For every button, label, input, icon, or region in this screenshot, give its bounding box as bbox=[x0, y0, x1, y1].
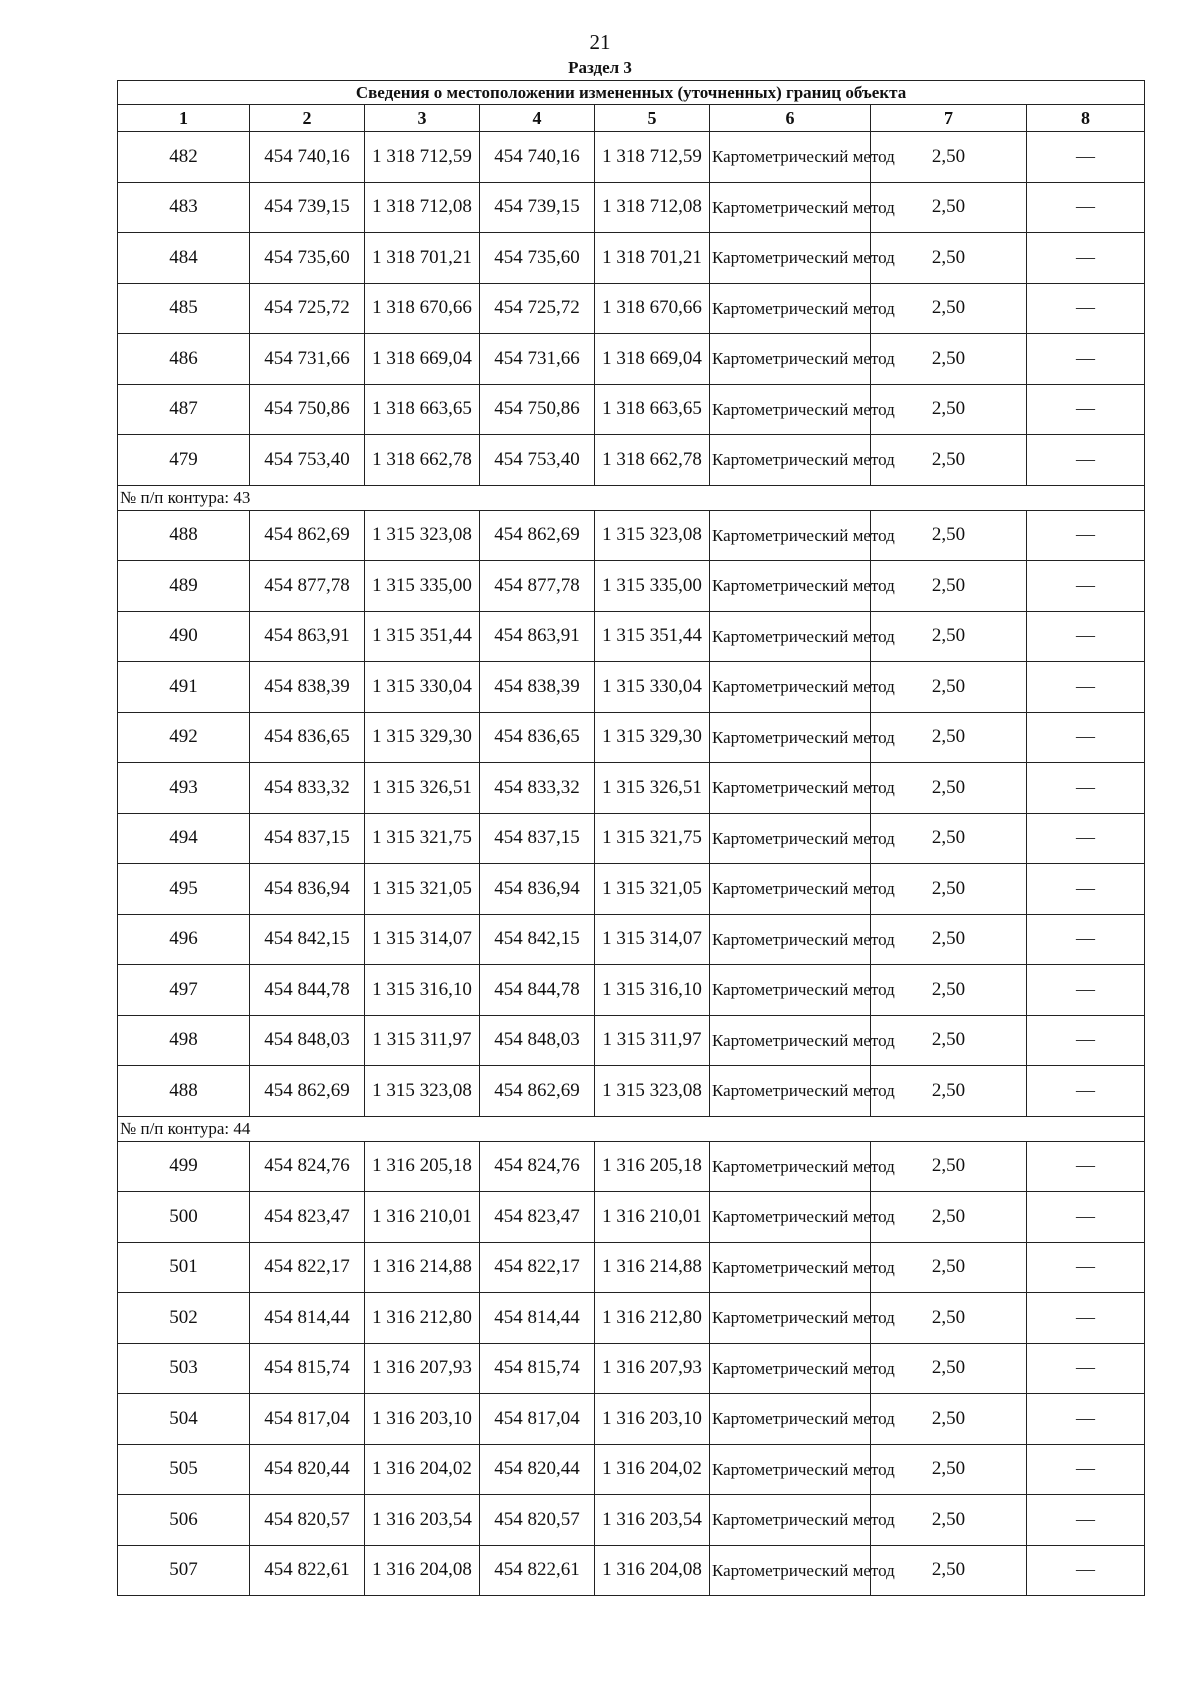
table-title-row bbox=[118, 81, 1145, 105]
cell-method: Картометрический метод bbox=[710, 283, 871, 334]
cell-y-existing: 1 316 205,18 bbox=[365, 1141, 480, 1192]
cell-point-number: 507 bbox=[118, 1545, 250, 1596]
table-row bbox=[118, 813, 1145, 864]
cell-x-new: 454 877,78 bbox=[480, 561, 595, 612]
cell-y-existing: 1 318 669,04 bbox=[365, 334, 480, 385]
cell-description: — bbox=[1027, 1444, 1145, 1495]
cell-method: Картометрический метод bbox=[710, 561, 871, 612]
cell-point-number: 483 bbox=[118, 182, 250, 233]
cell-point-number: 505 bbox=[118, 1444, 250, 1495]
cell-accuracy: 2,50 bbox=[871, 1545, 1027, 1596]
cell-y-existing: 1 315 321,05 bbox=[365, 864, 480, 915]
cell-x-existing: 454 838,39 bbox=[250, 662, 365, 713]
cell-point-number: 500 bbox=[118, 1192, 250, 1243]
cell-x-existing: 454 820,44 bbox=[250, 1444, 365, 1495]
cell-point-number: 495 bbox=[118, 864, 250, 915]
cell-point-number: 484 bbox=[118, 233, 250, 284]
table-title: Сведения о местоположении измененных (уточненных) границ объекта bbox=[118, 81, 1145, 105]
cell-method: Картометрический метод bbox=[710, 1066, 871, 1117]
cell-y-existing: 1 318 663,65 bbox=[365, 384, 480, 435]
cell-x-new: 454 836,65 bbox=[480, 712, 595, 763]
cell-description: — bbox=[1027, 864, 1145, 915]
cell-method: Картометрический метод bbox=[710, 1495, 871, 1546]
cell-x-existing: 454 820,57 bbox=[250, 1495, 365, 1546]
cell-x-new: 454 863,91 bbox=[480, 611, 595, 662]
cell-y-new: 1 315 335,00 bbox=[595, 561, 710, 612]
cell-x-existing: 454 863,91 bbox=[250, 611, 365, 662]
table-row bbox=[118, 182, 1145, 233]
cell-y-existing: 1 316 204,08 bbox=[365, 1545, 480, 1596]
cell-y-existing: 1 316 204,02 bbox=[365, 1444, 480, 1495]
cell-point-number: 492 bbox=[118, 712, 250, 763]
column-number: 2 bbox=[250, 105, 365, 132]
cell-method: Картометрический метод bbox=[710, 662, 871, 713]
column-number: 1 bbox=[118, 105, 250, 132]
cell-description: — bbox=[1027, 1394, 1145, 1445]
cell-y-new: 1 315 329,30 bbox=[595, 712, 710, 763]
table-row bbox=[118, 662, 1145, 713]
cell-x-existing: 454 836,65 bbox=[250, 712, 365, 763]
cell-x-existing: 454 848,03 bbox=[250, 1015, 365, 1066]
cell-accuracy: 2,50 bbox=[871, 561, 1027, 612]
cell-description: — bbox=[1027, 1495, 1145, 1546]
table-row bbox=[118, 283, 1145, 334]
cell-accuracy: 2,50 bbox=[871, 1015, 1027, 1066]
cell-method: Картометрический метод bbox=[710, 712, 871, 763]
contour-label-row bbox=[118, 485, 1145, 510]
cell-method: Картометрический метод bbox=[710, 864, 871, 915]
cell-x-existing: 454 735,60 bbox=[250, 233, 365, 284]
cell-x-existing: 454 822,17 bbox=[250, 1242, 365, 1293]
cell-description: — bbox=[1027, 1242, 1145, 1293]
cell-y-existing: 1 316 214,88 bbox=[365, 1242, 480, 1293]
cell-x-existing: 454 844,78 bbox=[250, 965, 365, 1016]
cell-y-existing: 1 315 326,51 bbox=[365, 763, 480, 814]
table-row bbox=[118, 1343, 1145, 1394]
cell-x-new: 454 836,94 bbox=[480, 864, 595, 915]
cell-description: — bbox=[1027, 233, 1145, 284]
cell-method: Картометрический метод bbox=[710, 1141, 871, 1192]
cell-y-existing: 1 315 351,44 bbox=[365, 611, 480, 662]
cell-method: Картометрический метод bbox=[710, 1394, 871, 1445]
cell-description: — bbox=[1027, 283, 1145, 334]
cell-point-number: 493 bbox=[118, 763, 250, 814]
contour-label: № п/п контура: 44 bbox=[118, 1116, 1145, 1141]
cell-method: Картометрический метод bbox=[710, 611, 871, 662]
cell-point-number: 482 bbox=[118, 132, 250, 183]
cell-x-existing: 454 824,76 bbox=[250, 1141, 365, 1192]
cell-method: Картометрический метод bbox=[710, 384, 871, 435]
cell-accuracy: 2,50 bbox=[871, 1242, 1027, 1293]
cell-y-existing: 1 315 330,04 bbox=[365, 662, 480, 713]
cell-point-number: 503 bbox=[118, 1343, 250, 1394]
cell-y-existing: 1 316 203,10 bbox=[365, 1394, 480, 1445]
cell-accuracy: 2,50 bbox=[871, 712, 1027, 763]
cell-accuracy: 2,50 bbox=[871, 864, 1027, 915]
cell-y-existing: 1 318 701,21 bbox=[365, 233, 480, 284]
cell-description: — bbox=[1027, 1192, 1145, 1243]
cell-y-existing: 1 318 712,59 bbox=[365, 132, 480, 183]
column-number: 7 bbox=[871, 105, 1027, 132]
cell-x-new: 454 848,03 bbox=[480, 1015, 595, 1066]
cell-description: — bbox=[1027, 182, 1145, 233]
cell-x-new: 454 824,76 bbox=[480, 1141, 595, 1192]
cell-x-new: 454 820,57 bbox=[480, 1495, 595, 1546]
cell-y-new: 1 315 330,04 bbox=[595, 662, 710, 713]
table-row bbox=[118, 1495, 1145, 1546]
cell-x-new: 454 817,04 bbox=[480, 1394, 595, 1445]
cell-y-existing: 1 315 321,75 bbox=[365, 813, 480, 864]
cell-description: — bbox=[1027, 1343, 1145, 1394]
table-row bbox=[118, 1444, 1145, 1495]
cell-accuracy: 2,50 bbox=[871, 182, 1027, 233]
cell-accuracy: 2,50 bbox=[871, 132, 1027, 183]
cell-point-number: 501 bbox=[118, 1242, 250, 1293]
table-row bbox=[118, 1192, 1145, 1243]
cell-y-new: 1 318 712,08 bbox=[595, 182, 710, 233]
cell-x-existing: 454 877,78 bbox=[250, 561, 365, 612]
cell-accuracy: 2,50 bbox=[871, 662, 1027, 713]
cell-point-number: 502 bbox=[118, 1293, 250, 1344]
cell-point-number: 485 bbox=[118, 283, 250, 334]
column-number: 6 bbox=[710, 105, 871, 132]
table-row bbox=[118, 712, 1145, 763]
cell-x-existing: 454 833,32 bbox=[250, 763, 365, 814]
contour-label-row bbox=[118, 1116, 1145, 1141]
column-number: 3 bbox=[365, 105, 480, 132]
cell-x-existing: 454 753,40 bbox=[250, 435, 365, 486]
cell-x-new: 454 823,47 bbox=[480, 1192, 595, 1243]
cell-y-new: 1 315 321,05 bbox=[595, 864, 710, 915]
cell-accuracy: 2,50 bbox=[871, 611, 1027, 662]
cell-method: Картометрический метод bbox=[710, 1343, 871, 1394]
cell-x-existing: 454 842,15 bbox=[250, 914, 365, 965]
cell-point-number: 486 bbox=[118, 334, 250, 385]
cell-point-number: 491 bbox=[118, 662, 250, 713]
cell-y-new: 1 318 662,78 bbox=[595, 435, 710, 486]
cell-accuracy: 2,50 bbox=[871, 965, 1027, 1016]
cell-y-new: 1 316 205,18 bbox=[595, 1141, 710, 1192]
cell-accuracy: 2,50 bbox=[871, 914, 1027, 965]
cell-x-new: 454 842,15 bbox=[480, 914, 595, 965]
cell-description: — bbox=[1027, 1293, 1145, 1344]
table-row bbox=[118, 334, 1145, 385]
cell-method: Картометрический метод bbox=[710, 182, 871, 233]
cell-y-new: 1 316 212,80 bbox=[595, 1293, 710, 1344]
table-row bbox=[118, 1394, 1145, 1445]
cell-x-existing: 454 837,15 bbox=[250, 813, 365, 864]
cell-x-existing: 454 836,94 bbox=[250, 864, 365, 915]
cell-x-new: 454 862,69 bbox=[480, 1066, 595, 1117]
cell-accuracy: 2,50 bbox=[871, 763, 1027, 814]
cell-y-existing: 1 316 210,01 bbox=[365, 1192, 480, 1243]
cell-method: Картометрический метод bbox=[710, 435, 871, 486]
cell-method: Картометрический метод bbox=[710, 763, 871, 814]
cell-y-new: 1 315 314,07 bbox=[595, 914, 710, 965]
table-row bbox=[118, 233, 1145, 284]
column-number: 5 bbox=[595, 105, 710, 132]
cell-x-new: 454 740,16 bbox=[480, 132, 595, 183]
cell-accuracy: 2,50 bbox=[871, 435, 1027, 486]
cell-accuracy: 2,50 bbox=[871, 1343, 1027, 1394]
cell-method: Картометрический метод bbox=[710, 1192, 871, 1243]
cell-y-new: 1 315 311,97 bbox=[595, 1015, 710, 1066]
table-row bbox=[118, 965, 1145, 1016]
cell-method: Картометрический метод bbox=[710, 914, 871, 965]
table-row bbox=[118, 1141, 1145, 1192]
table-row bbox=[118, 1293, 1145, 1344]
table-row bbox=[118, 1066, 1145, 1117]
cell-point-number: 488 bbox=[118, 510, 250, 561]
cell-x-new: 454 815,74 bbox=[480, 1343, 595, 1394]
cell-accuracy: 2,50 bbox=[871, 233, 1027, 284]
cell-x-existing: 454 725,72 bbox=[250, 283, 365, 334]
cell-accuracy: 2,50 bbox=[871, 1141, 1027, 1192]
cell-accuracy: 2,50 bbox=[871, 813, 1027, 864]
cell-y-new: 1 315 323,08 bbox=[595, 510, 710, 561]
cell-y-new: 1 316 204,02 bbox=[595, 1444, 710, 1495]
cell-description: — bbox=[1027, 662, 1145, 713]
cell-y-existing: 1 318 670,66 bbox=[365, 283, 480, 334]
cell-description: — bbox=[1027, 611, 1145, 662]
cell-x-new: 454 822,61 bbox=[480, 1545, 595, 1596]
cell-method: Картометрический метод bbox=[710, 510, 871, 561]
cell-accuracy: 2,50 bbox=[871, 510, 1027, 561]
table-row bbox=[118, 1242, 1145, 1293]
table-row bbox=[118, 611, 1145, 662]
cell-x-existing: 454 750,86 bbox=[250, 384, 365, 435]
column-number: 4 bbox=[480, 105, 595, 132]
table-row bbox=[118, 132, 1145, 183]
cell-x-new: 454 822,17 bbox=[480, 1242, 595, 1293]
cell-x-existing: 454 740,16 bbox=[250, 132, 365, 183]
cell-y-existing: 1 315 329,30 bbox=[365, 712, 480, 763]
cell-description: — bbox=[1027, 1141, 1145, 1192]
cell-point-number: 494 bbox=[118, 813, 250, 864]
cell-description: — bbox=[1027, 1545, 1145, 1596]
table-row bbox=[118, 864, 1145, 915]
table-row bbox=[118, 435, 1145, 486]
cell-description: — bbox=[1027, 561, 1145, 612]
cell-description: — bbox=[1027, 435, 1145, 486]
cell-method: Картометрический метод bbox=[710, 813, 871, 864]
cell-y-new: 1 318 670,66 bbox=[595, 283, 710, 334]
column-number: 8 bbox=[1027, 105, 1145, 132]
boundary-coordinates-table bbox=[117, 80, 1145, 1596]
cell-x-new: 454 731,66 bbox=[480, 334, 595, 385]
table-row bbox=[118, 1545, 1145, 1596]
column-number-row bbox=[118, 105, 1145, 132]
cell-accuracy: 2,50 bbox=[871, 334, 1027, 385]
section-label: Раздел 3 bbox=[568, 58, 632, 77]
cell-point-number: 499 bbox=[118, 1141, 250, 1192]
cell-x-new: 454 814,44 bbox=[480, 1293, 595, 1344]
cell-accuracy: 2,50 bbox=[871, 1495, 1027, 1546]
cell-point-number: 498 bbox=[118, 1015, 250, 1066]
cell-y-existing: 1 315 323,08 bbox=[365, 510, 480, 561]
cell-y-new: 1 316 203,10 bbox=[595, 1394, 710, 1445]
cell-y-new: 1 315 316,10 bbox=[595, 965, 710, 1016]
cell-point-number: 504 bbox=[118, 1394, 250, 1445]
cell-method: Картометрический метод bbox=[710, 1293, 871, 1344]
cell-accuracy: 2,50 bbox=[871, 1192, 1027, 1243]
cell-x-existing: 454 862,69 bbox=[250, 510, 365, 561]
cell-description: — bbox=[1027, 1015, 1145, 1066]
cell-y-existing: 1 315 316,10 bbox=[365, 965, 480, 1016]
cell-accuracy: 2,50 bbox=[871, 1394, 1027, 1445]
cell-description: — bbox=[1027, 813, 1145, 864]
cell-x-existing: 454 739,15 bbox=[250, 182, 365, 233]
cell-description: — bbox=[1027, 965, 1145, 1016]
table-row bbox=[118, 510, 1145, 561]
cell-x-existing: 454 823,47 bbox=[250, 1192, 365, 1243]
table-row bbox=[118, 914, 1145, 965]
cell-y-new: 1 315 321,75 bbox=[595, 813, 710, 864]
cell-method: Картометрический метод bbox=[710, 233, 871, 284]
cell-x-existing: 454 817,04 bbox=[250, 1394, 365, 1445]
cell-method: Картометрический метод bbox=[710, 334, 871, 385]
cell-point-number: 489 bbox=[118, 561, 250, 612]
cell-y-existing: 1 316 207,93 bbox=[365, 1343, 480, 1394]
cell-y-new: 1 315 351,44 bbox=[595, 611, 710, 662]
cell-y-new: 1 318 669,04 bbox=[595, 334, 710, 385]
cell-method: Картометрический метод bbox=[710, 1242, 871, 1293]
cell-y-existing: 1 318 662,78 bbox=[365, 435, 480, 486]
cell-accuracy: 2,50 bbox=[871, 1444, 1027, 1495]
cell-y-existing: 1 315 323,08 bbox=[365, 1066, 480, 1117]
cell-description: — bbox=[1027, 914, 1145, 965]
cell-description: — bbox=[1027, 763, 1145, 814]
cell-accuracy: 2,50 bbox=[871, 384, 1027, 435]
cell-accuracy: 2,50 bbox=[871, 1293, 1027, 1344]
cell-y-existing: 1 318 712,08 bbox=[365, 182, 480, 233]
cell-x-new: 454 844,78 bbox=[480, 965, 595, 1016]
cell-y-new: 1 316 214,88 bbox=[595, 1242, 710, 1293]
cell-description: — bbox=[1027, 510, 1145, 561]
cell-point-number: 487 bbox=[118, 384, 250, 435]
cell-point-number: 490 bbox=[118, 611, 250, 662]
cell-method: Картометрический метод bbox=[710, 965, 871, 1016]
cell-x-new: 454 838,39 bbox=[480, 662, 595, 713]
cell-method: Картометрический метод bbox=[710, 132, 871, 183]
cell-description: — bbox=[1027, 334, 1145, 385]
cell-x-new: 454 820,44 bbox=[480, 1444, 595, 1495]
cell-point-number: 479 bbox=[118, 435, 250, 486]
cell-description: — bbox=[1027, 1066, 1145, 1117]
cell-description: — bbox=[1027, 384, 1145, 435]
cell-x-new: 454 833,32 bbox=[480, 763, 595, 814]
cell-x-new: 454 735,60 bbox=[480, 233, 595, 284]
cell-y-new: 1 318 701,21 bbox=[595, 233, 710, 284]
cell-y-existing: 1 315 314,07 bbox=[365, 914, 480, 965]
cell-point-number: 496 bbox=[118, 914, 250, 965]
cell-accuracy: 2,50 bbox=[871, 283, 1027, 334]
cell-y-new: 1 315 326,51 bbox=[595, 763, 710, 814]
cell-y-new: 1 316 210,01 bbox=[595, 1192, 710, 1243]
cell-x-existing: 454 822,61 bbox=[250, 1545, 365, 1596]
table-row bbox=[118, 763, 1145, 814]
cell-y-new: 1 318 663,65 bbox=[595, 384, 710, 435]
cell-point-number: 506 bbox=[118, 1495, 250, 1546]
cell-y-existing: 1 315 335,00 bbox=[365, 561, 480, 612]
cell-x-existing: 454 862,69 bbox=[250, 1066, 365, 1117]
contour-label: № п/п контура: 43 bbox=[118, 485, 1145, 510]
cell-method: Картометрический метод bbox=[710, 1545, 871, 1596]
cell-x-new: 454 725,72 bbox=[480, 283, 595, 334]
cell-y-new: 1 318 712,59 bbox=[595, 132, 710, 183]
cell-y-existing: 1 316 212,80 bbox=[365, 1293, 480, 1344]
cell-x-new: 454 739,15 bbox=[480, 182, 595, 233]
cell-y-new: 1 316 207,93 bbox=[595, 1343, 710, 1394]
cell-y-existing: 1 316 203,54 bbox=[365, 1495, 480, 1546]
cell-y-existing: 1 315 311,97 bbox=[365, 1015, 480, 1066]
cell-method: Картометрический метод bbox=[710, 1015, 871, 1066]
table-body bbox=[118, 132, 1145, 1596]
cell-x-new: 454 862,69 bbox=[480, 510, 595, 561]
cell-description: — bbox=[1027, 712, 1145, 763]
cell-x-existing: 454 814,44 bbox=[250, 1293, 365, 1344]
cell-method: Картометрический метод bbox=[710, 1444, 871, 1495]
cell-point-number: 488 bbox=[118, 1066, 250, 1117]
page-number: 21 bbox=[589, 30, 611, 54]
cell-y-new: 1 316 204,08 bbox=[595, 1545, 710, 1596]
cell-y-new: 1 315 323,08 bbox=[595, 1066, 710, 1117]
cell-description: — bbox=[1027, 132, 1145, 183]
cell-y-new: 1 316 203,54 bbox=[595, 1495, 710, 1546]
cell-point-number: 497 bbox=[118, 965, 250, 1016]
cell-x-existing: 454 815,74 bbox=[250, 1343, 365, 1394]
cell-x-new: 454 753,40 bbox=[480, 435, 595, 486]
cell-x-existing: 454 731,66 bbox=[250, 334, 365, 385]
table-row bbox=[118, 384, 1145, 435]
cell-accuracy: 2,50 bbox=[871, 1066, 1027, 1117]
table-row bbox=[118, 561, 1145, 612]
cell-x-new: 454 837,15 bbox=[480, 813, 595, 864]
cell-x-new: 454 750,86 bbox=[480, 384, 595, 435]
table-row bbox=[118, 1015, 1145, 1066]
